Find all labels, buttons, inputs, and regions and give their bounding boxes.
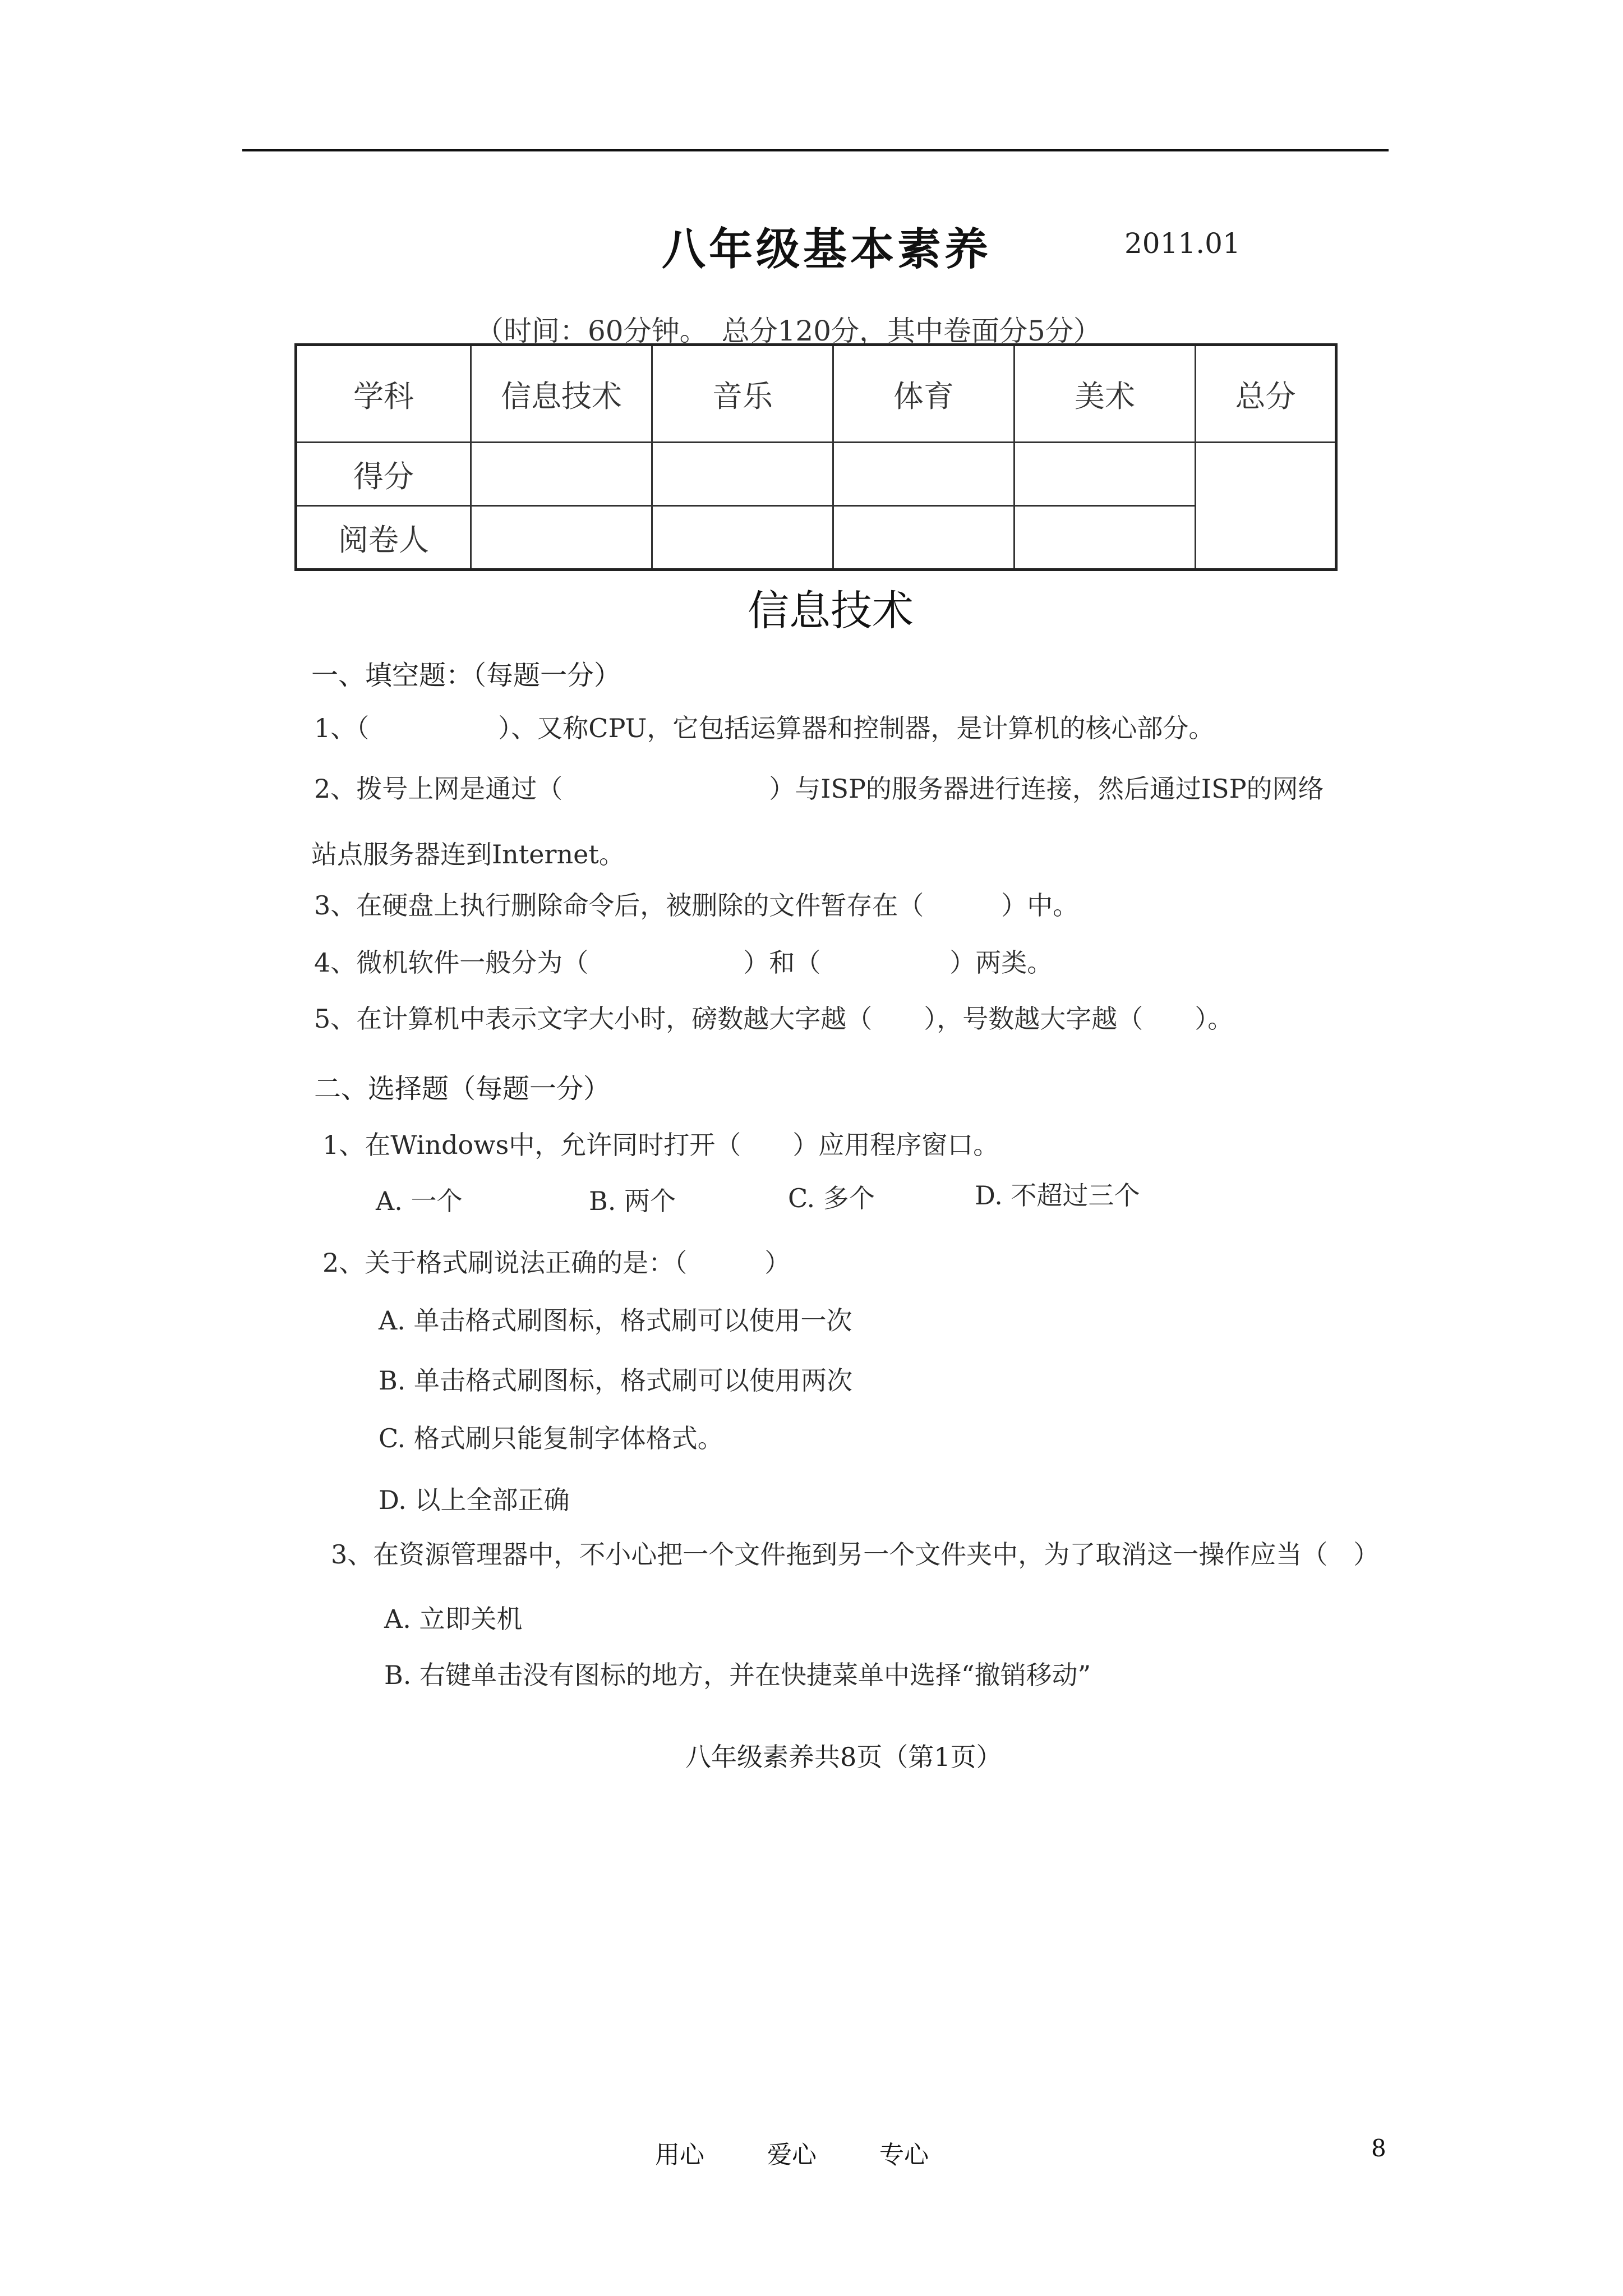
option: A. 单击格式刷图标，格式刷可以使用一次	[379, 1305, 852, 1336]
row-label: 得分	[296, 443, 471, 506]
option: A. 立即关机	[384, 1604, 523, 1634]
grader-row	[296, 506, 1336, 570]
header-cell: 美术	[1015, 345, 1196, 443]
footer-word: 专心	[879, 2141, 929, 2169]
score-cell[interactable]	[833, 443, 1015, 506]
option: D. 以上全部正确	[379, 1485, 570, 1515]
top-rule	[242, 149, 1389, 151]
question-line: 2、拨号上网是通过（ ）与ISP的服务器进行连接，然后通过ISP的网络	[314, 774, 1324, 804]
option: B. 右键单击没有图标的地方，并在快捷菜单中选择“撤销移动”	[384, 1660, 1091, 1690]
grader-cell[interactable]	[471, 506, 652, 570]
footer-word: 用心	[655, 2141, 704, 2169]
page-footer: 八年级素养共8页（第1页）	[685, 1742, 1002, 1772]
option: C. 格式刷只能复制字体格式。	[379, 1423, 723, 1453]
grader-cell[interactable]	[833, 506, 1015, 570]
total-score-cell[interactable]	[1196, 443, 1336, 570]
header-cell: 体育	[833, 345, 1015, 443]
question-line: 4、微机软件一般分为（ ）和（ ）两类。	[314, 947, 1053, 978]
row-label: 阅卷人	[296, 506, 471, 570]
option: A. 一个	[376, 1186, 463, 1216]
option: D. 不超过三个	[975, 1180, 1140, 1211]
question-line: 1、在Windows中，允许同时打开（ ）应用程序窗口。	[322, 1130, 999, 1160]
header-cell: 信息技术	[471, 345, 652, 443]
exam-meta: （时间：60分钟。 总分120分，其中卷面分5分）	[476, 315, 1101, 347]
score-cell[interactable]	[1015, 443, 1196, 506]
section-title: 信息技术	[748, 587, 914, 635]
footer-word: 爱心	[767, 2141, 817, 2169]
score-cell[interactable]	[652, 443, 833, 506]
score-table	[294, 343, 1338, 571]
option: B. 两个	[589, 1186, 676, 1216]
question-line: 1、（ ）、又称CPU，它包括运算器和控制器，是计算机的核心部分。	[314, 713, 1215, 743]
question-line: 站点服务器连到Internet。	[311, 839, 625, 869]
page-number: 8	[1371, 2134, 1386, 2162]
grader-cell[interactable]	[1015, 506, 1196, 570]
score-table-header-row	[296, 345, 1336, 443]
exam-date: 2011.01	[1124, 227, 1241, 260]
question-line: 3、在资源管理器中，不小心把一个文件拖到另一个文件夹中，为了取消这一操作应当（ ）	[331, 1539, 1380, 1570]
question-line: 3、在硬盘上执行删除命令后，被删除的文件暂存在（ ）中。	[314, 890, 1079, 921]
header-cell: 学科	[296, 345, 471, 443]
question-line: 5、在计算机中表示文字大小时，磅数越大字越（ ），号数越大字越（ ）。	[314, 1004, 1234, 1034]
grader-cell[interactable]	[652, 506, 833, 570]
score-cell[interactable]	[471, 443, 652, 506]
header-cell: 总分	[1196, 345, 1336, 443]
part2-heading: 二、选择题（每题一分）	[314, 1073, 611, 1105]
score-row	[296, 443, 1336, 506]
option: B. 单击格式刷图标，格式刷可以使用两次	[379, 1365, 853, 1396]
header-cell: 音乐	[652, 345, 833, 443]
part1-heading: 一、填空题：（每题一分）	[311, 660, 621, 691]
exam-title: 八年级基本素养	[662, 224, 992, 275]
question-line: 2、关于格式刷说法正确的是：（ ）	[322, 1248, 791, 1278]
option: C. 多个	[788, 1183, 875, 1213]
